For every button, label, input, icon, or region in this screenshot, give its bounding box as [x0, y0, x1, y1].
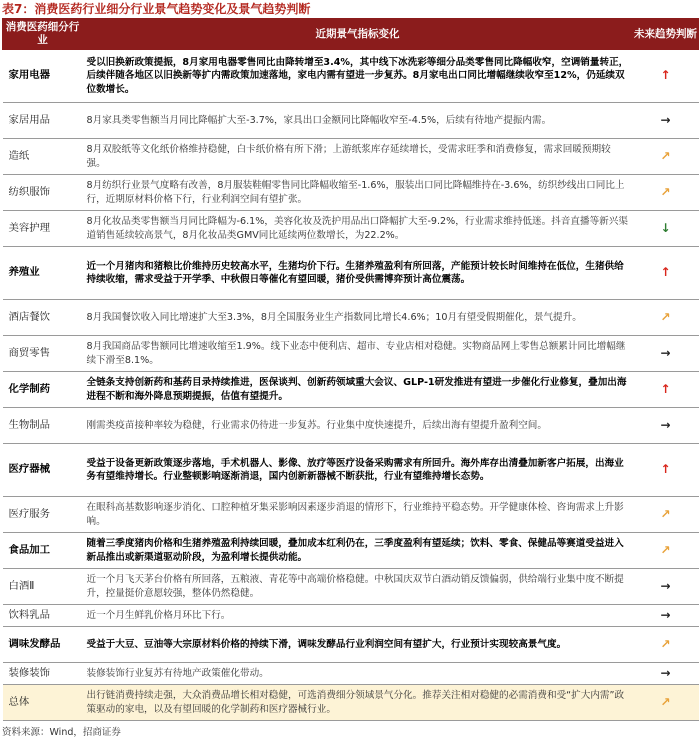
change-cell: 刚需类疫苗接种率较为稳健，行业需求仍待进一步复苏。行业集中度快速提升，后续出海有望提升盈利空间。 [83, 408, 633, 444]
trend-flat-arrow-icon: → [633, 336, 699, 372]
table-row [3, 533, 699, 569]
trend-up-arrow-icon: ↑ [633, 372, 699, 408]
trend-diag-arrow-icon: ↗ [633, 175, 699, 211]
change-cell: 出行链消费持续走强，大众消费品增长相对稳健，可选消费细分领域景气分化。推荐关注相对稳健的必需消费和受“扩大内需”政策驱动的家电，以及有望回暖的化学制药和医疗器械行业。 [83, 685, 633, 721]
table-row [3, 605, 699, 627]
industry-cell: 美容护理 [3, 211, 83, 247]
industry-cell: 酒店餐饮 [3, 300, 83, 336]
change-cell: 8月我国餐饮收入同比增速扩大至3.3%，8月全国服务业生产指数同比增长4.6%；10月有望受假期催化，景气提升。 [83, 300, 633, 336]
table-header-row [3, 19, 699, 50]
table-row [3, 247, 699, 300]
change-cell: 全链条支持创新药和基药目录持续推进，医保谈判、创新药领域重大会议、GLP-1研发推进有望进一步催化行业修复，叠加出海进程不断和海外降息预期提振，估值有望提升。 [83, 372, 633, 408]
header-industry: 消费医药细分行业 [3, 19, 83, 50]
industry-cell: 医疗器械 [3, 444, 83, 497]
change-cell: 8月化妆品类零售额当月同比降幅为-6.1%，美容化妆及洗护用品出口降幅扩大至-9.2%，行业需求维持低迷。抖音直播等新兴渠道销售延续较高景气，8月化妆品类GMV同比延续两位数增长，为22.2%。 [83, 211, 633, 247]
change-cell: 在眼科高基数影响逐步消化、口腔种植牙集采影响因素逐步消退的情形下，行业维持平稳态势。开学健康体检、咨询需求上升影响。 [83, 497, 633, 533]
table-row [3, 175, 699, 211]
industry-cell: 饮料乳品 [3, 605, 83, 627]
industry-cell: 养殖业 [3, 247, 83, 300]
table-row [3, 211, 699, 247]
table-body [3, 50, 699, 721]
industry-cell: 化学制药 [3, 372, 83, 408]
industry-cell: 总体 [3, 685, 83, 721]
industry-cell: 白酒Ⅱ [3, 569, 83, 605]
change-cell: 8月我国商品零售额同比增速收缩至1.9%。线下业态中便利店、超市、专业店相对稳健。实物商品网上零售总额累计同比增幅继续下滑至8.1%。 [83, 336, 633, 372]
industry-cell: 医疗服务 [3, 497, 83, 533]
industry-cell: 生物制品 [3, 408, 83, 444]
industry-cell: 食品加工 [3, 533, 83, 569]
table-row [3, 444, 699, 497]
trend-up-arrow-icon: ↑ [633, 247, 699, 300]
trend-flat-arrow-icon: → [633, 663, 699, 685]
change-cell: 8月家具类零售额当月同比降幅扩大至-3.7%，家具出口金额同比降幅收窄至-4.5%，后续有待地产提振内需。 [83, 103, 633, 139]
trend-up-arrow-icon: ↑ [633, 444, 699, 497]
industry-cell: 纺织服饰 [3, 175, 83, 211]
change-cell: 受益于设备更新政策逐步落地，手术机器人、影像、放疗等医疗设备采购需求有所回升。海外库存出清叠加新客户拓展，出海业务有望维持增长。行业整顿影响逐渐消退，国内创新新器械不断获批，行业有望维持增长态势。 [83, 444, 633, 497]
table-title: 表7：消费医药行业细分行业景气趋势变化及景气趋势判断 [2, 2, 311, 16]
table-row [3, 663, 699, 685]
change-cell: 8月双胶纸等文化纸价格维持稳健，白卡纸价格有所下滑；上游纸浆库存延续增长，受需求旺季和消费修复，需求回暖预期较强。 [83, 139, 633, 175]
trend-diag-arrow-icon: ↗ [633, 627, 699, 663]
header-change: 近期景气指标变化 [83, 19, 633, 50]
table-row [3, 497, 699, 533]
change-cell: 受以旧换新政策提振，8月家用电器零售同比由降转增至3.4%，其中线下冰洗彩等细分品类零售同比降幅收窄，空调销量转正，后续伴随各地区以旧换新等扩内需政策加速落地，家电内需有望进一步复苏。8月家电出口同比增幅继续收窄至12%，仍延续双位数增长。 [83, 50, 633, 103]
table-row [3, 139, 699, 175]
trend-diag-arrow-icon: ↗ [633, 685, 699, 721]
table-row [3, 372, 699, 408]
industry-cell: 家居用品 [3, 103, 83, 139]
trend-flat-arrow-icon: → [633, 408, 699, 444]
change-cell: 随着三季度猪肉价格和生猪养殖盈利持续回暖，叠加成本红利仍在，三季度盈利有望延续；饮料、零食、保健品等赛道受益进入新品推出或新渠道驱动阶段，为盈利增长提供动能。 [83, 533, 633, 569]
trend-flat-arrow-icon: → [633, 103, 699, 139]
change-cell: 近一个月猪肉和猪粮比价维持历史较高水平，生猪均价下行。生猪养殖盈利有所回落，产能预计较长时间维持在低位，生猪供给持续收缩，需求受益于开学季、中秋假日等催化有望回暖，猪价受供需博弈预计高位震荡。 [83, 247, 633, 300]
table-row [3, 408, 699, 444]
change-cell: 装修装饰行业复苏有待地产政策催化带动。 [83, 663, 633, 685]
source-note: 资料来源：Wind，招商证券 [2, 727, 121, 738]
trend-flat-arrow-icon: → [633, 569, 699, 605]
industry-cell: 商贸零售 [3, 336, 83, 372]
table-row [3, 50, 699, 103]
table-row [3, 336, 699, 372]
trend-diag-arrow-icon: ↗ [633, 139, 699, 175]
trend-diag-arrow-icon: ↗ [633, 533, 699, 569]
industry-cell: 装修装饰 [3, 663, 83, 685]
trend-diag-arrow-icon: ↗ [633, 300, 699, 336]
change-cell: 近一个月生鲜乳价格月环比下行。 [83, 605, 633, 627]
table-row [3, 300, 699, 336]
header-trend: 未来趋势判断 [633, 19, 699, 50]
industry-cell: 造纸 [3, 139, 83, 175]
industry-cell: 调味发酵品 [3, 627, 83, 663]
change-cell: 8月纺织行业景气度略有改善，8月服装鞋帽零售同比降幅收缩至-1.6%，服装出口同比降幅维持在-3.6%，纺织纱线出口同比上行，近期原材料价格下行，行业利润空间有望扩张。 [83, 175, 633, 211]
trend-diag-arrow-icon: ↗ [633, 497, 699, 533]
industry-cell: 家用电器 [3, 50, 83, 103]
industry-trend-table [2, 18, 699, 721]
change-cell: 近一个月飞天茅台价格有所回落，五粮液、青花等中高端价格稳健。中秋国庆双节白酒动销反馈偏弱，供给端行业集中度不断提升，控量挺价意愿较强，整体仍然稳健。 [83, 569, 633, 605]
table-row [3, 569, 699, 605]
trend-up-arrow-icon: ↑ [633, 50, 699, 103]
table-row [3, 627, 699, 663]
change-cell: 受益于大豆、豆油等大宗原材料价格的持续下滑，调味发酵品行业利润空间有望扩大，行业预计实现较高景气度。 [83, 627, 633, 663]
trend-flat-arrow-icon: → [633, 605, 699, 627]
table-row [3, 685, 699, 721]
table-row [3, 103, 699, 139]
trend-down-arrow-icon: ↓ [633, 211, 699, 247]
